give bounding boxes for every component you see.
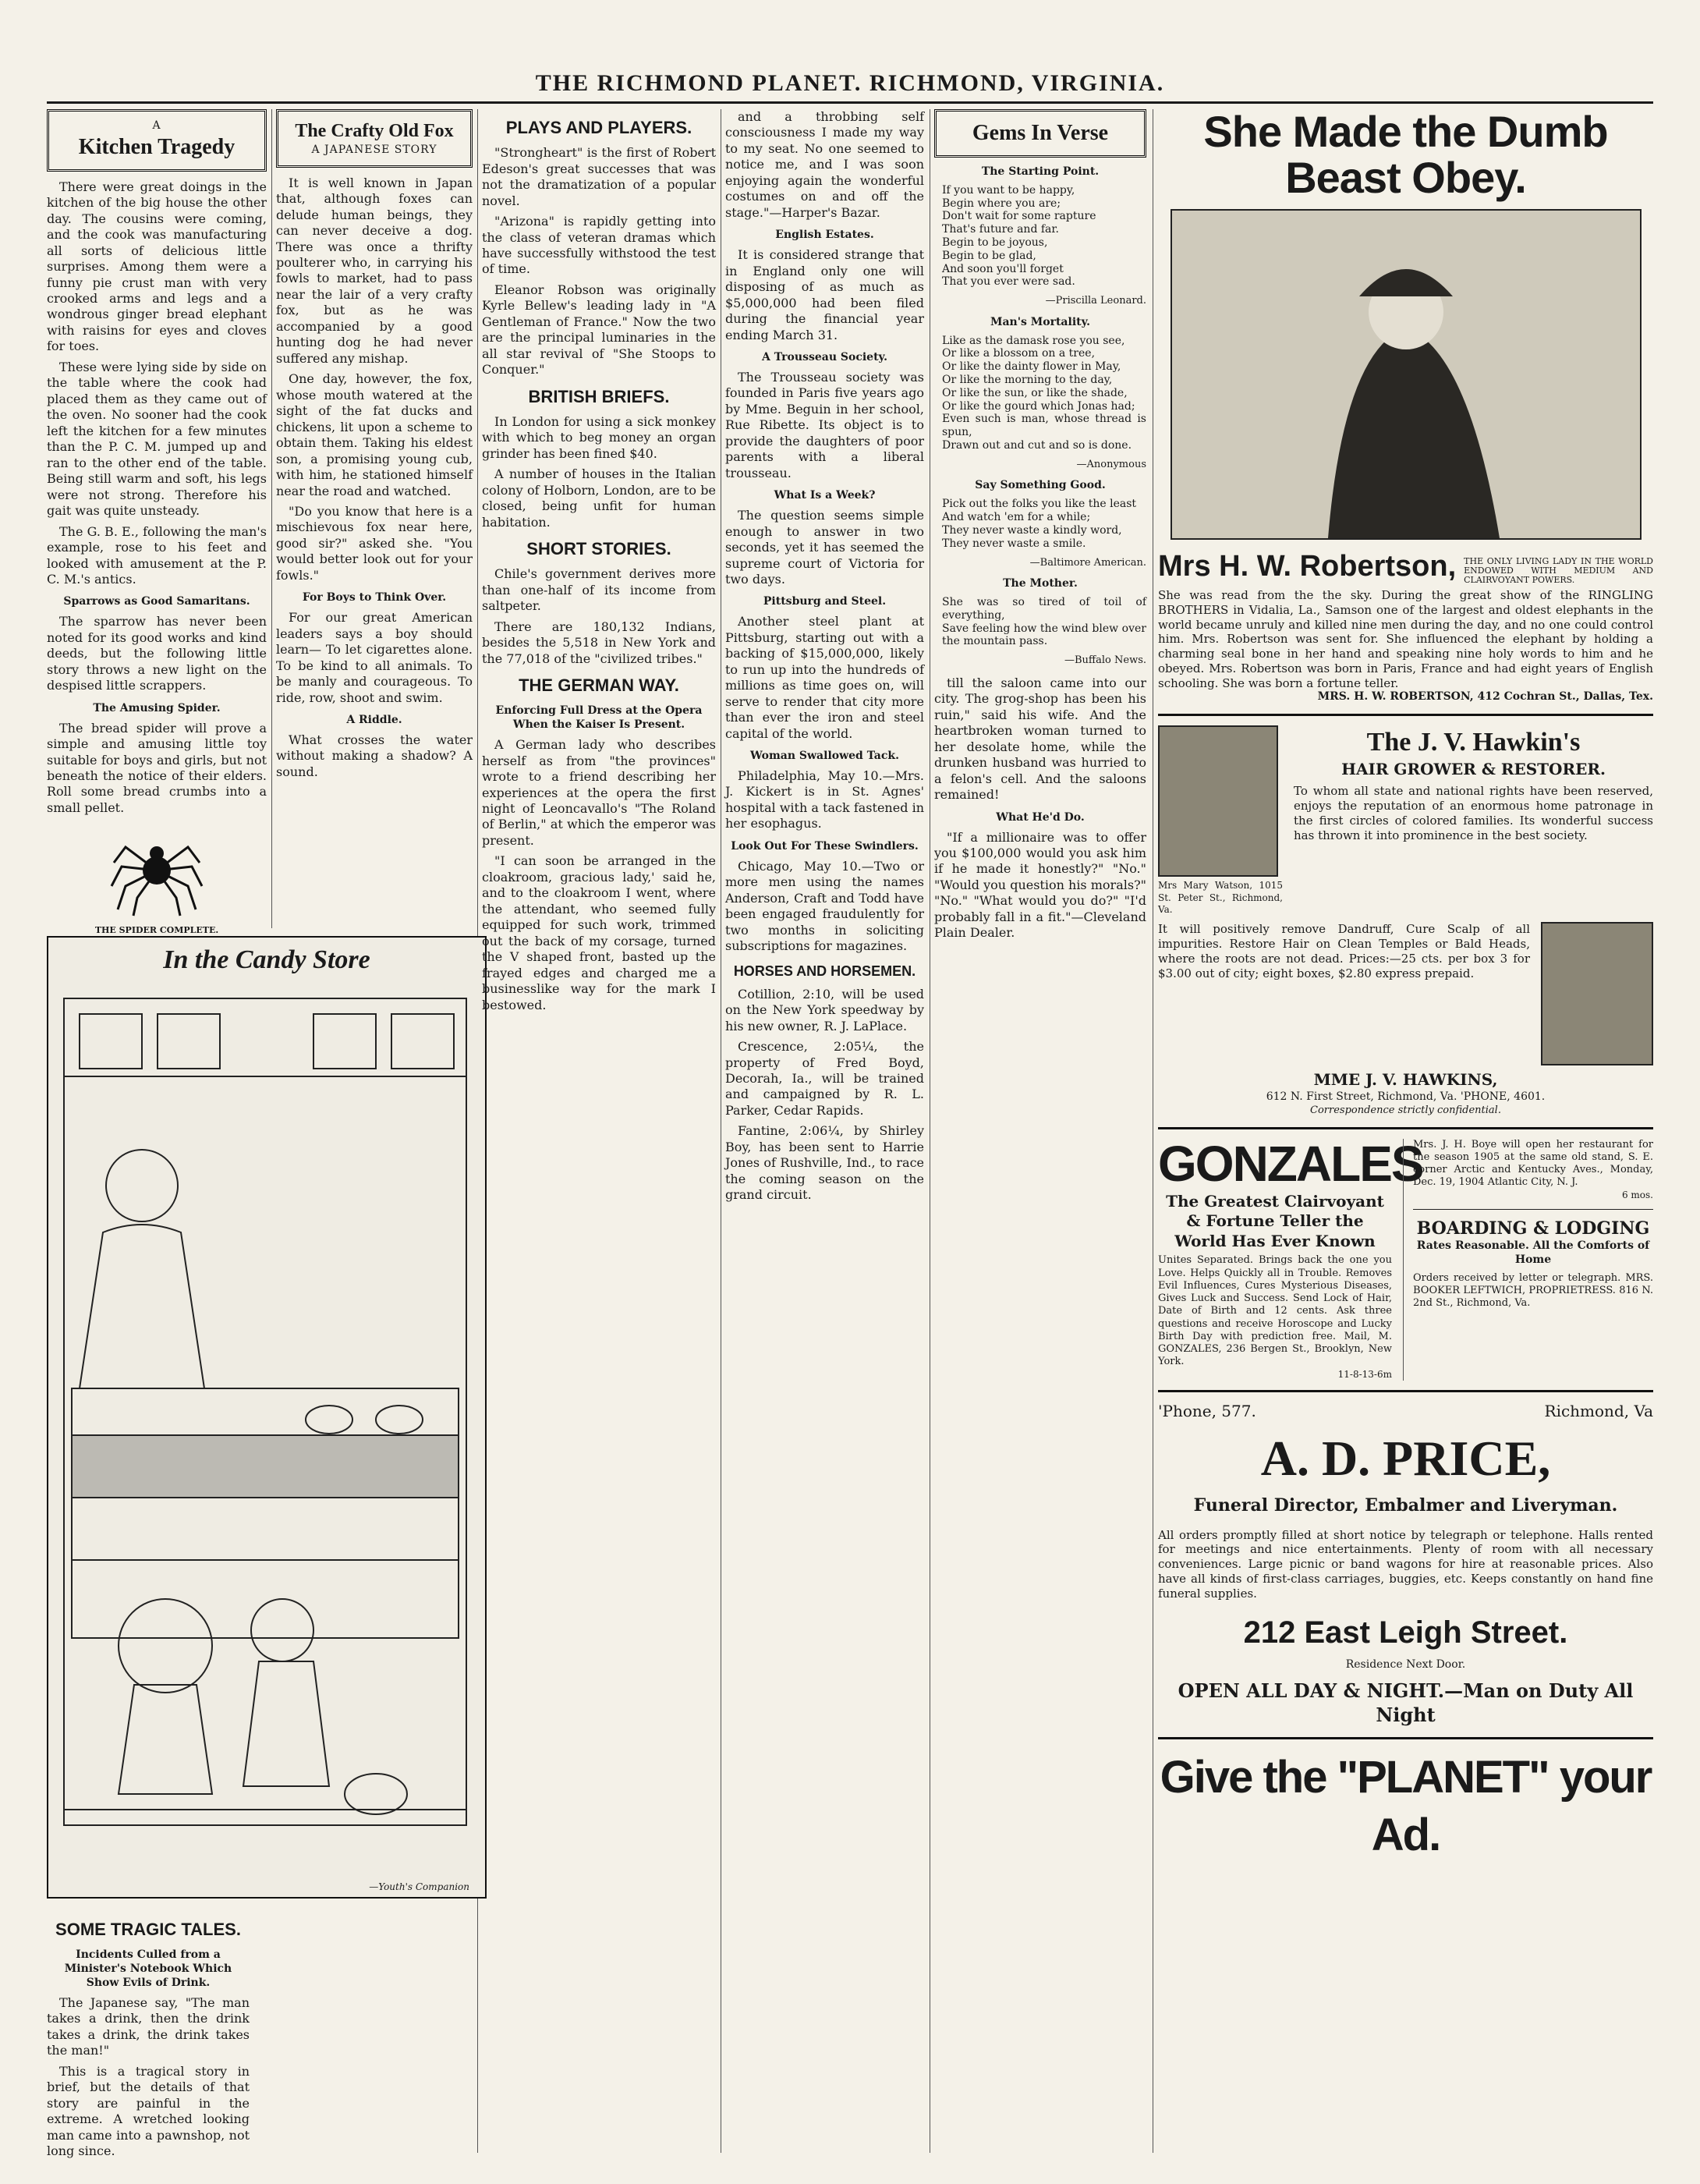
subheading: What Is a Week? <box>774 489 876 502</box>
subheading: Look Out For These Swindlers. <box>731 839 919 853</box>
boarding-text: Orders received by letter or telegraph. MRS. BOOKER LEFTWICH, PROPRIETRESS. 816 N. 2nd St., Richmond, Va. <box>1413 1271 1653 1310</box>
price-city: Richmond, Va <box>1544 1401 1653 1420</box>
price-ad-text: All orders promptly filled at short notice by telegraph or telephone. Halls rented for meetings and nice entertainments. Plenty of room with all necessary conveniences. Large picnic or band wagons for hire at reasonable prices. Also have all kinds of first-class carriages, buggies, etc. Keeps constantly on hand fine funeral supplies. <box>1158 1527 1653 1601</box>
price-hours: OPEN ALL DAY & NIGHT.—Man on Duty All Night <box>1178 1679 1634 1727</box>
paragraph: For our great American leaders says a boy should learn— To let cigarettes alone. To be kind to all animals. To be manly and courageous. To ride, row, shoot and swim. <box>276 610 473 705</box>
poem: If you want to be happy, Begin where you are; Don't wait for some rapture That's future and far. Begin to be joyous, Begin to be glad, And soon you'll forget That you ever were sad. <box>942 183 1096 289</box>
subheading: Sparrows as Good Samaritans. <box>63 595 250 608</box>
price-residence: Residence Next Door. <box>1345 1658 1466 1671</box>
spider-illustration <box>110 824 204 917</box>
kitchen-tragedy-header <box>47 109 267 172</box>
tragic-tales-section <box>47 1911 477 2159</box>
robertson-name: Mrs H. W. Robertson, <box>1158 549 1457 583</box>
paragraph: These were lying side by side on the table where the cook had placed them as they came out of the oven. No sooner had the cook left the kitchen for a few minutes than the P. C. M. jumped up and ran to the other end of the table. Being still warm and soft, his legs were not strong. Therefore his gait was quite unsteady. <box>47 359 267 519</box>
candy-store-illustration <box>47 936 487 1899</box>
hawkins-address: 612 N. First Street, Richmond, Va. 'PHONE, 4601. <box>1266 1090 1546 1104</box>
planet-ad: Give the "PLANET" your Ad. <box>1160 1751 1652 1861</box>
boarding-subtitle: Rates Reasonable. All the Comforts of Home <box>1416 1239 1650 1266</box>
poem-author: —Baltimore American. <box>1029 556 1146 569</box>
article-title: The Crafty Old Fox <box>295 121 454 141</box>
paragraph: "If a millionaire was to offer you $100,000 would you ask him if he made it honestly?" "No." "Would you question his morals?" "No." "What would you do?" "I'd probably fall in a fit."—Cleveland Plain Dealer. <box>934 829 1146 941</box>
paragraph: "Arizona" is rapidly getting into the class of veteran dramas which have successfully withstood the test of time. <box>482 214 716 277</box>
paragraph: Eleanor Robson was originally Kyrle Bellew's leading lady in "A Gentleman of France." Now the two are the principal luminaries in the all star revival of "She Stoops to Conquer." <box>482 282 716 378</box>
price-address: 212 East Leigh Street. <box>1243 1615 1568 1650</box>
column-rule <box>271 109 272 928</box>
portrait-figure <box>1172 211 1640 538</box>
paragraph: till the saloon came into our city. The grog-shop has been his ruin," said his wife. And the heartbroken woman turned to her desolate home, while the drunken husband was hurried to a felon's cell. And the saloons remained! <box>934 675 1146 803</box>
paragraph: The question seems simple enough to answer in two seconds, yet it has seemed the supreme court of Victoria for two days. <box>725 508 924 587</box>
poem: Pick out the folks you like the least And watch 'em for a while; They never waste a kindly word, They never waste a smile. <box>942 498 1137 550</box>
paragraph: There are 180,132 Indians, besides the 5,518 in New York and the 77,018 of the "civilized tribes." <box>482 619 716 666</box>
paragraph: What crosses the water without making a shadow? A sound. <box>276 732 473 779</box>
gonzales-ad-date: 11-8-13-6m <box>1337 1368 1392 1380</box>
price-phone: 'Phone, 577. <box>1158 1401 1256 1420</box>
subheading: For Boys to Think Over. <box>302 591 447 604</box>
section-title: THE GERMAN WAY. <box>519 675 679 696</box>
paragraph: It is well known in Japan that, although foxes can delude human beings, they can never deceive a dog. There was once a thrifty poulterer who, in carrying his fowls to market, had to pass near the lair of a very crafty fox, but as he was accompanied by a good hunting dog he had never suffered any mishap. <box>276 175 473 366</box>
paragraph: This is a tragical story in brief, but the details of that story are painful in the extreme. A wretched looking man came into a pawnshop, not long since. <box>47 2063 250 2159</box>
robertson-portrait <box>1171 209 1642 540</box>
masthead: THE RICHMOND PLANET. RICHMOND, VIRGINIA. <box>47 70 1653 104</box>
hawkins-signature: MME J. V. HAWKINS, <box>1313 1070 1498 1090</box>
paragraph: There were great doings in the kitchen of the big house the other day. The cousins were coming, and the cook was manufacturing all sorts of delicious little surprises. Among them were a funny pie crust man with very crooked arms and legs and a wondrous ginger bread elephant with raisins for eyes and cloves for toes. <box>47 179 267 354</box>
column-3 <box>482 109 716 2153</box>
subheading: The Starting Point. <box>981 165 1100 178</box>
paragraph: The G. B. E., following the man's example, rose to his feet and looked with amusement at the P. C. M.'s antics. <box>47 523 267 587</box>
poem-author: —Priscilla Leonard. <box>1045 295 1146 307</box>
subheading: A Trousseau Society. <box>762 351 887 363</box>
hawkins-note: Correspondence strictly confidential. <box>1310 1104 1501 1116</box>
paragraph: "Strongheart" is the first of Robert Edeson's great successes that was not the dramatization of a popular novel. <box>482 145 716 208</box>
robertson-ad-text: She was read from the the sky. During the great show of the RINGLING BROTHERS in Vidalia, La., Samson one of the largest and oldest elephants in the world became unruly and killed nine men during the day, and no one could control him. Mrs. Robertson was sent for. She influenced the elephant by holding a charming seal bone in her hand and speaking nine holy words to him and he obeyed. Mrs. Robertson was born in Paris, France and had eight years of English schooling. She was born a fortune teller. <box>1158 588 1653 690</box>
section-title: HORSES AND HORSEMEN. <box>733 963 916 979</box>
subheading: Enforcing Full Dress at the Opera When the Kaiser Is Present. <box>495 704 703 732</box>
watson-caption: Mrs Mary Watson, 1015 St. Peter St., Richmond, Va. <box>1158 880 1283 916</box>
candy-store-drawing <box>48 983 482 1864</box>
poem-author: —Buffalo News. <box>1064 654 1146 667</box>
paragraph: "I can soon be arranged in the cloakroom, gracious lady,' said he, and to the cloakroom I went, where the attendant, who seemed fully equipped for such work, trimmed out the back of my corsage, turned the V shaped front, basted up the frayed edges and charged me a businesslike way for the mark I bestowed. <box>482 853 716 1012</box>
subheading: Woman Swallowed Tack. <box>750 750 899 763</box>
paragraph: The bread spider will prove a simple and amusing little toy suitable for boys and girls, but not beneath the notice of their elders. Roll some bread crumbs into a small pellet. <box>47 720 267 815</box>
paragraph: The Trousseau society was founded in Paris five years ago by Mme. Beguin in her school, Rue Ribette. Its object is to provide the daughters of poor parents with a liberal trousseau. <box>725 369 924 480</box>
gonzales-ad-text: Unites Separated. Brings back the one you Love. Helps Quickly all in Trouble. Removes Evil Influences, Cures Mysterious Diseases, Gives Luck and Success. Send Lock of Hair, Date of Birth and 12 cents. Ask three questions and receive Horoscope and Lucky Birth Day with prediction free. Mail, M. GONZALES, 236 Bergen St., Brooklyn, New York. <box>1158 1254 1392 1368</box>
robertson-tagline: THE ONLY LIVING LADY IN THE WORLD ENDOWED WITH MEDIUM AND CLAIRVOYANT POWERS. <box>1464 555 1653 586</box>
article-subtitle: A JAPANESE STORY <box>311 143 437 156</box>
paragraph: A number of houses in the Italian colony of Holborn, London, are to be closed, being unfit for human habitation. <box>482 466 716 530</box>
column-4 <box>725 109 924 2153</box>
subheading: A Riddle. <box>346 714 402 727</box>
header-prefix: A <box>152 119 161 132</box>
section-title: SHORT STORIES. <box>526 539 671 559</box>
subheading: What He'd Do. <box>996 810 1085 824</box>
paragraph: Cotillion, 2:10, will be used on the New York speedway by his new owner, R. J. LaPlace. <box>725 986 924 1034</box>
hawkins-ad-text-2: It will positively remove Dandruff, Cure Scalp of all impurities. Restore Hair on Clean Temples or Bald Heads, where the roots are not dead. Prices:—25 cts. per box 3 for $3.00 out of city; eight boxes, $2.80 express prepaid. <box>1158 922 1530 980</box>
robertson-signature: MRS. H. W. ROBERTSON, 412 Cochran St., Dallas, Tex. <box>1317 690 1653 704</box>
illustration-title: In the Candy Store <box>163 945 370 974</box>
paragraph: Chile's government derives more than one-half of its income from saltpeter. <box>482 566 716 614</box>
hawkins-portrait <box>1541 922 1653 1065</box>
article-title: Kitchen Tragedy <box>78 134 236 159</box>
column-5 <box>934 109 1146 2153</box>
boye-restaurant-text: Mrs. J. H. Boye will open her restaurant for the season 1905 at the same old stand, S. E. corner Arctic and Kentucky Aves., Monday, Dec. 19, 1904 Atlantic City, N. J. <box>1413 1138 1653 1189</box>
section-title: PLAYS AND PLAYERS. <box>505 118 692 137</box>
article-title: Gems In Verse <box>972 121 1109 145</box>
paragraph: Chicago, May 10.—Two or more men using the names Anderson, Craft and Todd have been engaged fraudulently for two months in soliciting subscriptions for magazines. <box>725 858 924 954</box>
subheading: Say Something Good. <box>975 479 1106 492</box>
paragraph: Fantine, 2:06¼, by Shirley Boy, has been sent to Harrie Jones of Rushville, Ind., to race the coming season on the grand circuit. <box>725 1123 924 1203</box>
subheading: English Estates. <box>775 229 874 242</box>
hawkins-ad-title: The J. V. Hawkin's <box>1366 728 1581 757</box>
poem: Like as the damask rose you see, Or like a blossom on a tree, Or like the dainty flower in May, Or like the morning to the day, Or like the sun, or like the shade, Or like the gourd which Jonas had; Even such is man, whose thread is spun, Drawn out and cut and so is done. <box>942 334 1146 452</box>
spider-caption: THE SPIDER COMPLETE. <box>94 925 219 936</box>
paragraph: In London for using a sick monkey with which to beg money an organ grinder has been fined $40. <box>482 413 716 461</box>
paragraph: Another steel plant at Pittsburg, starting out with a backing of $15,000,000, likely to run up into the hundreds of millions as time goes on, will serve to render that city more than ever the iron and steel capital of the world. <box>725 614 924 741</box>
price-ad-subtitle: Funeral Director, Embalmer and Liveryman. <box>1193 1495 1618 1516</box>
column-2 <box>276 109 473 928</box>
gems-in-verse-header <box>934 109 1146 158</box>
subheading: The Amusing Spider. <box>93 701 221 714</box>
subheading: Pittsburg and Steel. <box>763 595 887 608</box>
paragraph: Philadelphia, May 10.—Mrs. J. Kickert is in St. Agnes' hospital with a tack fastened in her esophagus. <box>725 768 924 831</box>
illustration-credit: —Youth's Companion <box>369 1881 469 1892</box>
paragraph: The sparrow has never been noted for its good works and kind deeds, but the following little story throws a new light on the despised little scrappers. <box>47 614 267 693</box>
hawkins-ad-text: To whom all state and national rights have been reserved, enjoys the reputation of an enormous home patronage in the first circles of colored families. Its wonderful success has thrown it into prominence in the best society. <box>1294 784 1653 842</box>
paragraph: A German lady who describes herself as from "the provinces" wrote to a friend describing her experiences at the opera the first night of Leoncavallo's "The Roland of Berlin," at which the emperor was present. <box>482 737 716 848</box>
subheading: Incidents Culled from a Minister's Notebook Which Show Evils of Drink. <box>64 1948 232 1989</box>
paragraph: One day, however, the fox, whose mouth watered at the sight of the fat ducks and chickens, lit upon a scheme to obtain them. Taking his eldest son, a promising young cub, with him, he stationed himself near the road and watched. <box>276 371 473 498</box>
section-title: BRITISH BRIEFS. <box>528 386 670 406</box>
robertson-ad-title: She Made the Dumb Beast Obey. <box>1203 107 1608 202</box>
advertisements-column <box>1158 109 1653 2153</box>
poem: She was so tired of toil of everything, Save feeling how the wind blew over the mountain pass. <box>942 596 1146 648</box>
subheading: The Mother. <box>1003 577 1078 590</box>
boye-restaurant-duration: 6 mos. <box>1621 1189 1653 1200</box>
paragraph: The Japanese say, "The man takes a drink, then the drink takes a drink, the drink takes the man!" <box>47 1994 250 2058</box>
gonzales-ad-title: GONZALES <box>1158 1135 1423 1192</box>
paragraph: and a throbbing self consciousness I made my way to my seat. No one seemed to notice me, and I was soon enjoying again the wonderful costumes on and off the stage."—Harper's Bazar. <box>725 109 924 220</box>
subheading: Man's Mortality. <box>990 315 1091 328</box>
poem-author: —Anonymous <box>1076 458 1146 470</box>
price-ad-title: A. D. PRICE, <box>1260 1430 1551 1486</box>
paragraph: It is considered strange that in England only one will disposing of as much as $5,000,000 had been filed during the financial year ending March 31. <box>725 247 924 342</box>
paragraph: Crescence, 2:05¼, the property of Fred Boyd, Decorah, Ia., will be trained and campaigned by R. L. Parker, Cedar Rapids. <box>725 1039 924 1118</box>
column-1 <box>47 109 267 936</box>
boarding-title: BOARDING & LODGING <box>1416 1218 1650 1239</box>
hawkins-ad-subtitle: HAIR GROWER & RESTORER. <box>1341 759 1606 778</box>
gonzales-ad-subtitle: The Greatest Clairvoyant & Fortune Teller the World Has Ever Known <box>1166 1191 1384 1250</box>
paragraph: "Do you know that here is a mischievous fox near here, good sir?" asked she. "You would better look out for your fowls." <box>276 504 473 583</box>
section-title: SOME TRAGIC TALES. <box>55 1920 241 1939</box>
watson-portrait <box>1158 725 1278 877</box>
crafty-fox-header <box>276 109 473 168</box>
